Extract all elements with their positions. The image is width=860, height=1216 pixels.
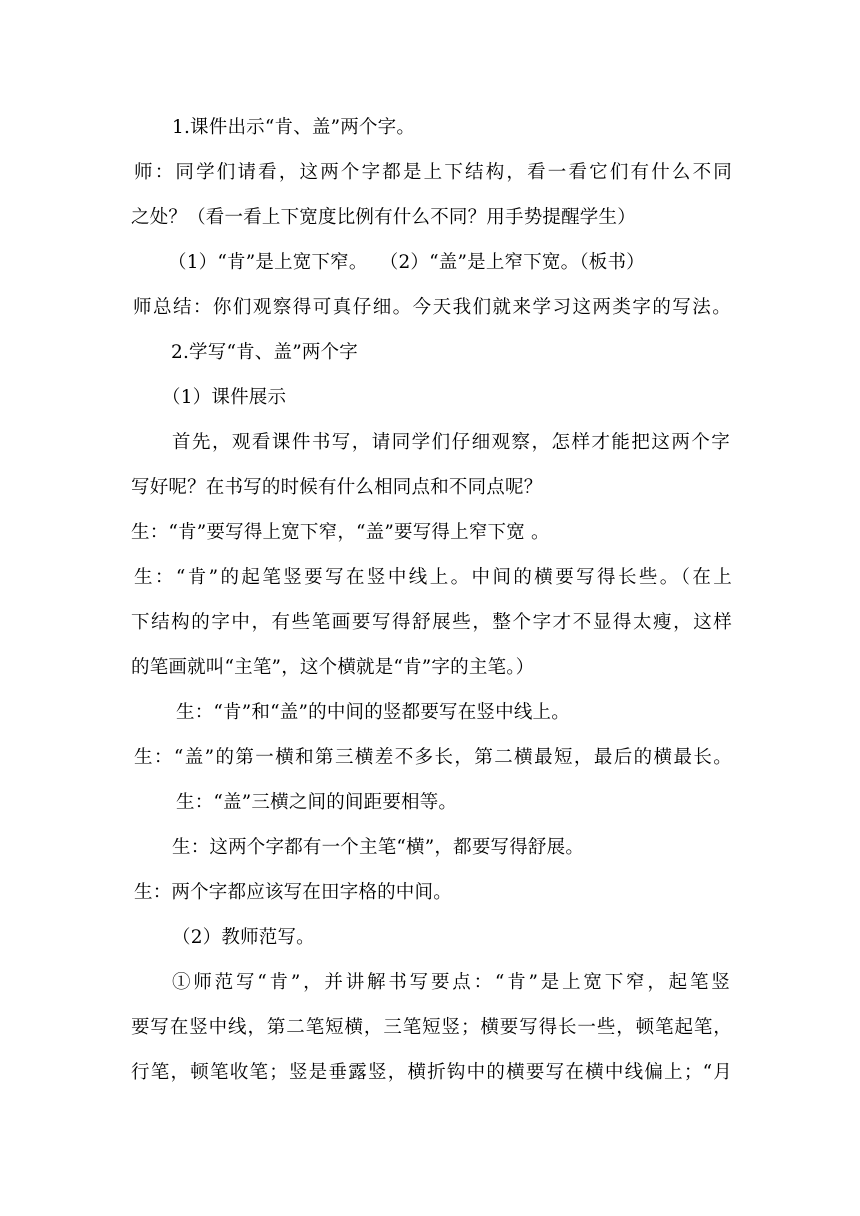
paragraph-line-5: 师总结：你们观察得可真仔细。今天我们就来学习这两类字的写法。 xyxy=(133,297,731,318)
paragraph-line-3: 之处？（看一看上下宽度比例有什么不同？用手势提醒学生） xyxy=(131,207,636,228)
paragraph-line-17: 生：这两个字都有一个主笔“横”，都要写得舒展。 xyxy=(172,837,585,858)
paragraph-line-2: 师：同学们请看，这两个字都是上下结构，看一看它们有什么不同 xyxy=(134,162,732,183)
paragraph-line-8: 首先，观看课件书写，请同学们仔细观察，怎样才能把这两个字 xyxy=(172,432,730,453)
paragraph-line-12: 下结构的字中，有些笔画要写得舒展些，整个字才不显得太瘦，这样 xyxy=(131,612,732,633)
paragraph-line-18: 生：两个字都应该写在田字格的中间。 xyxy=(134,882,452,903)
paragraph-line-14: 生：“肯”和“盖”的中间的竖都要写在竖中线上。 xyxy=(176,702,570,723)
paragraph-line-9: 写好呢？在书写的时候有什么相同点和不同点呢？ xyxy=(131,477,543,498)
paragraph-line-1: 1.课件出示“肯、盖”两个字。 xyxy=(172,117,416,138)
paragraph-line-21: 要写在竖中线，第二笔短横，三笔短竖；横要写得长一些，顿笔起笔， xyxy=(131,1017,732,1038)
paragraph-line-7: （1）课件展示 xyxy=(162,387,287,408)
paragraph-line-22: 行笔，顿笔收笔；竖是垂露竖，横折钩中的横要写在横中线偏上；“月 xyxy=(131,1062,732,1083)
paragraph-line-20: ①师范写“肯”，并讲解书写要点：“肯”是上宽下窄，起笔竖 xyxy=(172,972,730,993)
paragraph-line-15: 生：“盖”的第一横和第三横差不多长，第二横最短，最后的横最长。 xyxy=(134,747,732,768)
paragraph-line-19: （2）教师范写。 xyxy=(172,927,315,948)
paragraph-line-6: 2.学写“肯、盖”两个字 xyxy=(171,342,358,363)
paragraph-line-11: 生：“肯”的起笔竖要写在竖中线上。中间的横要写得长些。（在上 xyxy=(134,567,732,588)
paragraph-line-10: 生：“肯”要写得上宽下窄，“盖”要写得上窄下宽 。 xyxy=(131,522,550,543)
paragraph-line-16: 生：“盖”三横之间的间距要相等。 xyxy=(176,792,458,813)
paragraph-line-13: 的笔画就叫“主笔”，这个横就是“肯”字的主笔。） xyxy=(131,657,535,678)
paragraph-line-4: （1）“肯”是上宽下窄。 （2）“盖”是上窄下宽。（板书） xyxy=(168,252,645,273)
